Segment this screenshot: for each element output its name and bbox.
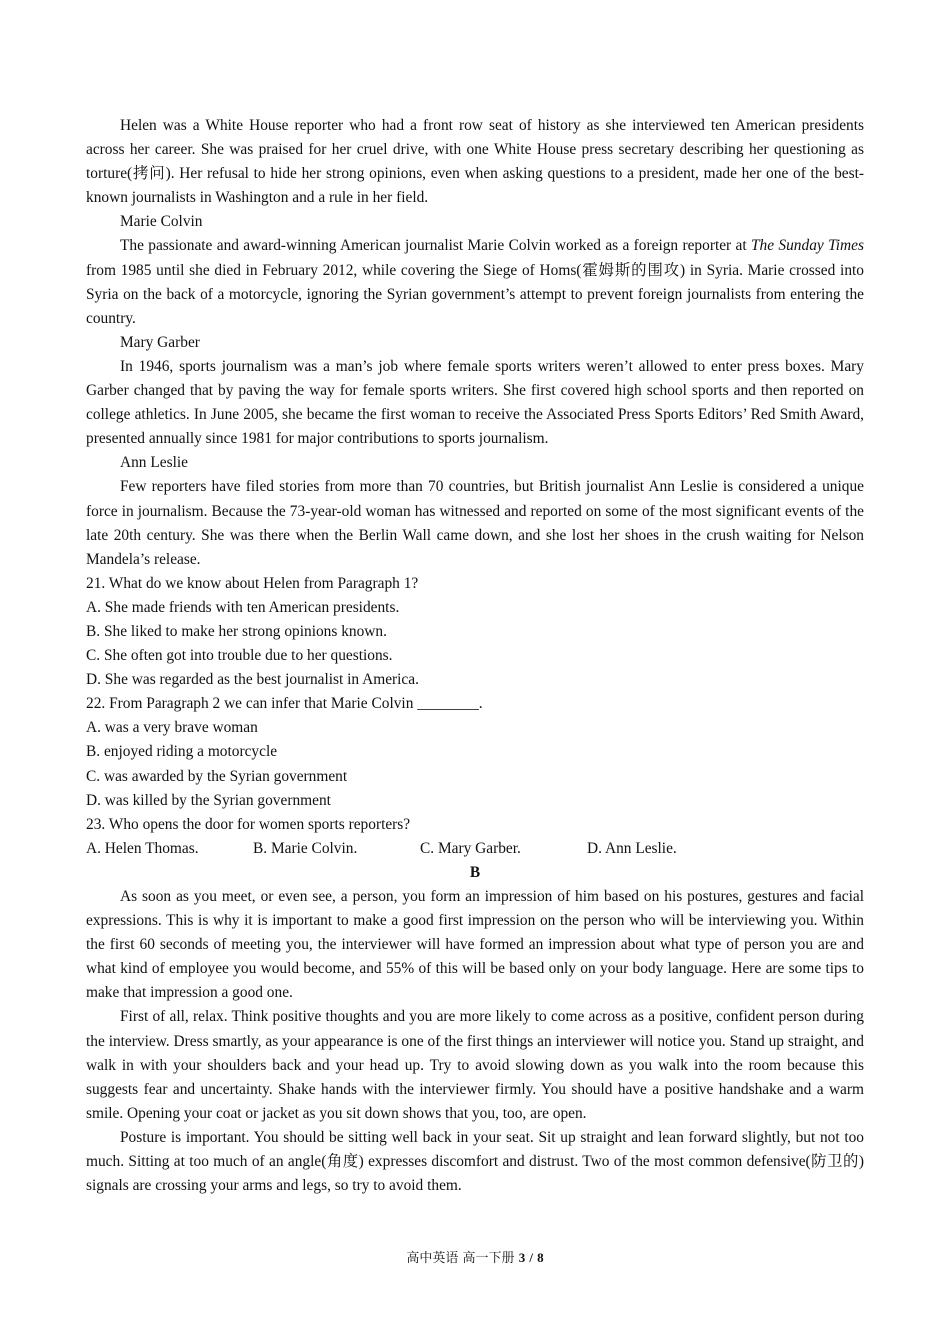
first-impression-paragraph: As soon as you meet, or even see, a person, you form an impression of him based on his postures, gestures and facial expressions. This is why it is important to make a good first impression on the person who will be interviewing you. Within the first 60 seconds of meeting you, the interviewer will have formed an impression about what type of person you are and what kind of employee you would become, and 55% of this will be based only on your body language. Here are some tips to make that impression a good one. bbox=[86, 888, 864, 1002]
q23-option-b: B. Marie Colvin. bbox=[253, 839, 358, 857]
question-21: 21. What do we know about Helen from Paragraph 1? bbox=[86, 574, 419, 592]
footer-label: 高中英语 高一下册 bbox=[406, 1251, 515, 1266]
marie-colvin-heading: Marie Colvin bbox=[120, 213, 203, 231]
marie-colvin-paragraph bbox=[86, 234, 864, 330]
page-total: 8 bbox=[537, 1250, 544, 1265]
posture-paragraph: Posture is important. You should be sitting well back in your seat. Sit up straight and lean forward slightly, but not too much. Sitting at too much of an angle(角度) expresses discomfort and distrust. Two of the most common defensive(防卫的) signals are crossing your arms and legs, so try to avoid them. bbox=[86, 1128, 864, 1195]
q21-option-a: A. She made friends with ten American presidents. bbox=[86, 598, 400, 616]
mary-garber-paragraph: In 1946, sports journalism was a man’s job where female sports writers weren’t allowed to enter press boxes. Mary Garber changed that by paving the way for female sports writers. She first covered high school sports and then reported on college athletics. In June 2005, she became the first woman to receive the Associated Press Sports Editors’ Red Smith Award, presented annually since 1981 for major contributions to sports journalism. bbox=[86, 357, 864, 448]
q21-option-c: C. She often got into trouble due to her questions. bbox=[86, 647, 393, 665]
q23-option-a: A. Helen Thomas. bbox=[86, 839, 199, 857]
q21-option-d: D. She was regarded as the best journalist in America. bbox=[86, 671, 419, 689]
section-b-heading: B bbox=[469, 863, 481, 881]
marie-text-2: from 1985 until she died in February 2012, while covering the Siege of Homs(霍姆斯的围攻) in Syria. Marie crossed into Syria on the back of a motorcycle, ignoring the Syrian government’s attempt to prevent foreign journalists from entering the country. bbox=[86, 261, 864, 327]
helen-paragraph: Helen was a White House reporter who had a front row seat of history as she interviewed ten American presidents across her career. She was praised for her cruel drive, with one White House press secretary describing her questioning as torture(拷问). Her refusal to hide her strong opinions, even when asking questions to a president, made her one of the best-known journalists in Washington and a rule in her field. bbox=[86, 117, 864, 207]
q21-option-b: B. She liked to make her strong opinions known. bbox=[86, 622, 387, 640]
q23-options bbox=[86, 837, 864, 861]
page-separator: / bbox=[529, 1250, 533, 1265]
document-body bbox=[86, 114, 864, 1198]
q22-option-d: D. was killed by the Syrian government bbox=[86, 791, 331, 809]
ann-leslie-paragraph: Few reporters have filed stories from more than 70 countries, but British journalist Ann Leslie is considered a unique force in journalism. Because the 73-year-old woman has witnessed and reported on some of the most significant events of the late 20th century. She was there when the Berlin Wall came down, and she lost her shoes in the crush waiting for Nelson Mandela’s release. bbox=[86, 478, 864, 568]
question-22: 22. From Paragraph 2 we can infer that Marie Colvin ________. bbox=[86, 695, 483, 713]
ann-leslie-heading: Ann Leslie bbox=[120, 454, 188, 472]
page-footer bbox=[0, 1247, 950, 1266]
question-23: 23. Who opens the door for women sports reporters? bbox=[86, 815, 411, 833]
q23-option-d: D. Ann Leslie. bbox=[587, 839, 677, 857]
q22-option-c: C. was awarded by the Syrian government bbox=[86, 767, 348, 785]
page-number: 3 bbox=[518, 1250, 526, 1265]
marie-text-1: The passionate and award-winning American journalist Marie Colvin worked as a foreign reporter at bbox=[120, 237, 751, 255]
q22-option-b: B. enjoyed riding a motorcycle bbox=[86, 743, 278, 761]
mary-garber-heading: Mary Garber bbox=[120, 333, 200, 351]
newspaper-title: The Sunday Times bbox=[750, 237, 864, 255]
q22-option-a: A. was a very brave woman bbox=[86, 719, 258, 737]
q23-option-c: C. Mary Garber. bbox=[420, 839, 521, 857]
relax-paragraph: First of all, relax. Think positive thoughts and you are more likely to come across as a positive, confident person during the interview. Dress smartly, as your appearance is one of the first things an interviewer will notice you. Stand up straight, and walk in with your shoulders back and your head up. Try to avoid slowing down as you walk into the room because this suggests fear and uncertainty. Shake hands with the interviewer firmly. You should have a positive handshake and a warm smile. Opening your coat or jacket as you sit down shows that you, too, are open. bbox=[86, 1008, 864, 1122]
